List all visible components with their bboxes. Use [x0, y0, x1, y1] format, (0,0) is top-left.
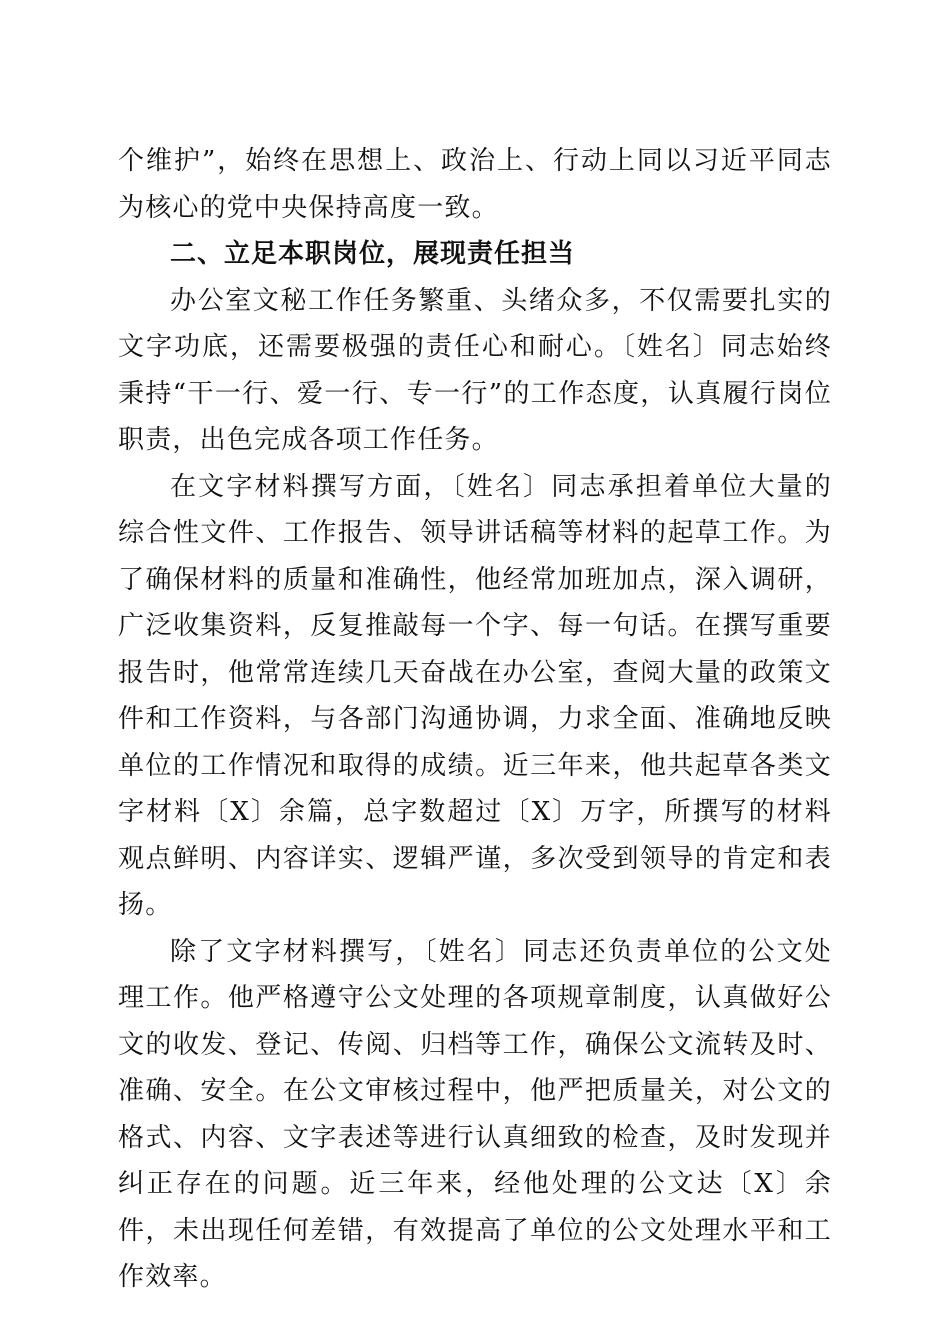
continuation-paragraph: 个维护”，始终在思想上、政治上、行动上同以习近平同志为核心的党中央保持高度一致。: [118, 146, 832, 223]
body-paragraph-duties: 办公室文秘工作任务繁重、头绪众多，不仅需要扎实的文字功底，还需要极强的责任心和耐心。〔姓名〕同志始终秉持“干一行、爱一行、专一行”的工作态度，认真履行岗位职责，出色完成各项工作任务。: [118, 285, 832, 455]
body-paragraph-writing: 在文字材料撰写方面，〔姓名〕同志承担着单位大量的综合性文件、工作报告、领导讲话稿等材料的起草工作。为了确保材料的质量和准确性，他经常加班加点，深入调研，广泛收集资料，反复推敲每一个字、每一句话。在撰写重要报告时，他常常连续几天奋战在办公室，查阅大量的政策文件和工作资料，与各部门沟通协调，力求全面、准确地反映单位的工作情况和取得的成绩。近三年来，他共起草各类文字材料〔X〕余篇，总字数超过〔X〕万字，所撰写的材料观点鲜明、内容详实、逻辑严谨，多次受到领导的肯定和表扬。: [118, 471, 832, 920]
body-paragraph-documents: 除了文字材料撰写，〔姓名〕同志还负责单位的公文处理工作。他严格遵守公文处理的各项规章制度，认真做好公文的收发、登记、传阅、归档等工作，确保公文流转及时、准确、安全。在公文审核过程中，他严把质量关，对公文的格式、内容、文字表述等进行认真细致的检查，及时发现并纠正存在的问题。近三年来，经他处理的公文达〔X〕余件，未出现任何差错，有效提高了单位的公文处理水平和工作效率。: [118, 936, 832, 1292]
section-heading: 二、立足本职岗位，展现责任担当: [170, 239, 576, 269]
document-page: [118, 138, 832, 1301]
